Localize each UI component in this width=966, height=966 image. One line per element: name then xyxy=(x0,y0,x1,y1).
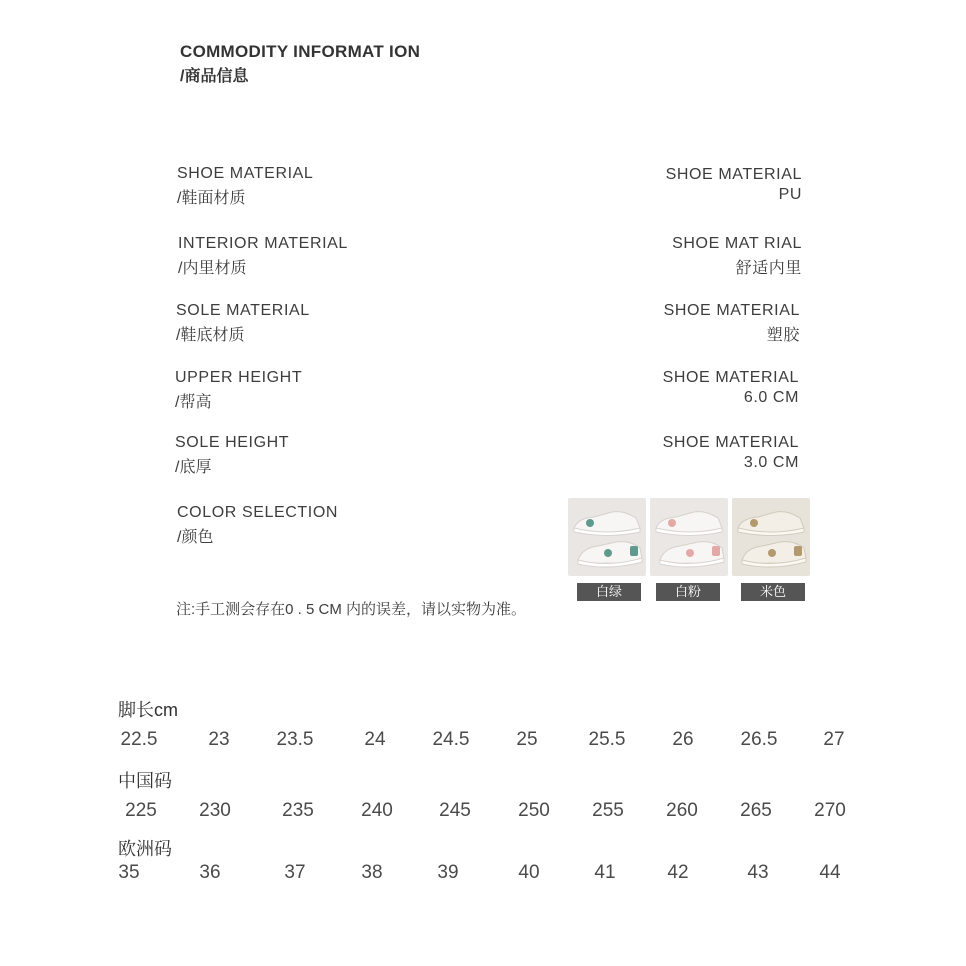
size-cell: 24 xyxy=(364,729,386,750)
sneaker-beige-icon xyxy=(732,498,810,576)
spec-label-shoe-material-cn: /鞋面材质 xyxy=(177,190,246,207)
spec-label-upper-height: UPPER HEIGHT xyxy=(175,369,303,386)
sneaker-pink-icon xyxy=(650,498,728,576)
spec-label-sole-height: SOLE HEIGHT xyxy=(175,434,290,451)
spec-value-title-upper-height: SHOE MATERIAL xyxy=(662,369,799,386)
eu-size-label: 欧洲码 xyxy=(118,839,172,859)
size-cell: 225 xyxy=(125,800,157,821)
color-tag-white-green[interactable]: 白绿 xyxy=(577,583,641,601)
size-cell: 255 xyxy=(592,800,624,821)
foot-length-row xyxy=(0,729,966,753)
spec-value-title-sole-material: SHOE MATERIAL xyxy=(663,302,800,319)
size-cell: 23.5 xyxy=(276,729,314,750)
spec-label-upper-height-cn: /帮高 xyxy=(175,394,212,411)
china-size-label: 中国码 xyxy=(118,771,172,791)
spec-label-sole-material: SOLE MATERIAL xyxy=(176,302,310,319)
spec-value-interior-material: 舒适内里 xyxy=(735,260,802,277)
color-swatch-white-green[interactable] xyxy=(568,498,646,576)
size-cell: 245 xyxy=(439,800,471,821)
color-swatch-beige[interactable] xyxy=(732,498,810,576)
size-cell: 26.5 xyxy=(740,729,778,750)
spec-label-sole-material-cn: /鞋底材质 xyxy=(176,327,245,344)
size-cell: 24.5 xyxy=(432,729,470,750)
size-cell: 38 xyxy=(361,862,383,883)
size-cell: 26 xyxy=(672,729,694,750)
spec-value-upper-height: 6.0 CM xyxy=(743,389,799,406)
size-cell: 230 xyxy=(199,800,231,821)
spec-label-interior-material-cn: /内里材质 xyxy=(178,260,247,277)
page-title: COMMODITY INFORMAT ION xyxy=(180,42,421,61)
foot-length-label: 脚长cm xyxy=(118,700,178,720)
spec-value-title-sole-height: SHOE MATERIAL xyxy=(662,434,799,451)
size-cell: 40 xyxy=(518,862,540,883)
size-cell: 37 xyxy=(284,862,306,883)
spec-label-interior-material: INTERIOR MATERIAL xyxy=(178,235,348,252)
china-size-row xyxy=(0,800,966,824)
spec-label-color-selection: COLOR SELECTION xyxy=(177,504,339,521)
page-subtitle: /商品信息 xyxy=(180,68,249,85)
spec-label-sole-height-cn: /底厚 xyxy=(175,459,212,476)
size-cell: 39 xyxy=(437,862,459,883)
size-cell: 44 xyxy=(819,862,841,883)
size-cell: 36 xyxy=(199,862,221,883)
size-cell: 42 xyxy=(667,862,689,883)
spec-value-shoe-material: PU xyxy=(778,186,802,203)
eu-size-row xyxy=(0,862,966,886)
size-cell: 240 xyxy=(361,800,393,821)
size-cell: 265 xyxy=(740,800,772,821)
size-cell: 23 xyxy=(208,729,230,750)
spec-value-title-interior-material: SHOE MAT RIAL xyxy=(672,235,802,252)
color-swatch-white-pink[interactable] xyxy=(650,498,728,576)
size-cell: 41 xyxy=(594,862,616,883)
size-cell: 250 xyxy=(518,800,550,821)
size-cell: 25 xyxy=(516,729,538,750)
color-tag-white-pink[interactable]: 白粉 xyxy=(656,583,720,601)
spec-label-color-selection-cn: /颜色 xyxy=(177,529,214,546)
size-cell: 22.5 xyxy=(120,729,158,750)
color-tag-beige[interactable]: 米色 xyxy=(741,583,805,601)
size-cell: 270 xyxy=(814,800,846,821)
size-cell: 260 xyxy=(666,800,698,821)
size-cell: 35 xyxy=(118,862,140,883)
size-cell: 235 xyxy=(282,800,314,821)
spec-value-sole-height: 3.0 CM xyxy=(743,454,799,471)
size-cell: 25.5 xyxy=(588,729,626,750)
spec-label-shoe-material: SHOE MATERIAL xyxy=(177,165,314,182)
measurement-note: 注:手工测会存在0 . 5 CM 内的误差，请以实物为准。 xyxy=(176,601,527,618)
sneaker-green-icon xyxy=(568,498,646,576)
size-cell: 27 xyxy=(823,729,845,750)
size-cell: 43 xyxy=(747,862,769,883)
spec-value-title-shoe-material: SHOE MATERIAL xyxy=(665,166,802,183)
spec-value-sole-material: 塑胶 xyxy=(766,327,800,344)
